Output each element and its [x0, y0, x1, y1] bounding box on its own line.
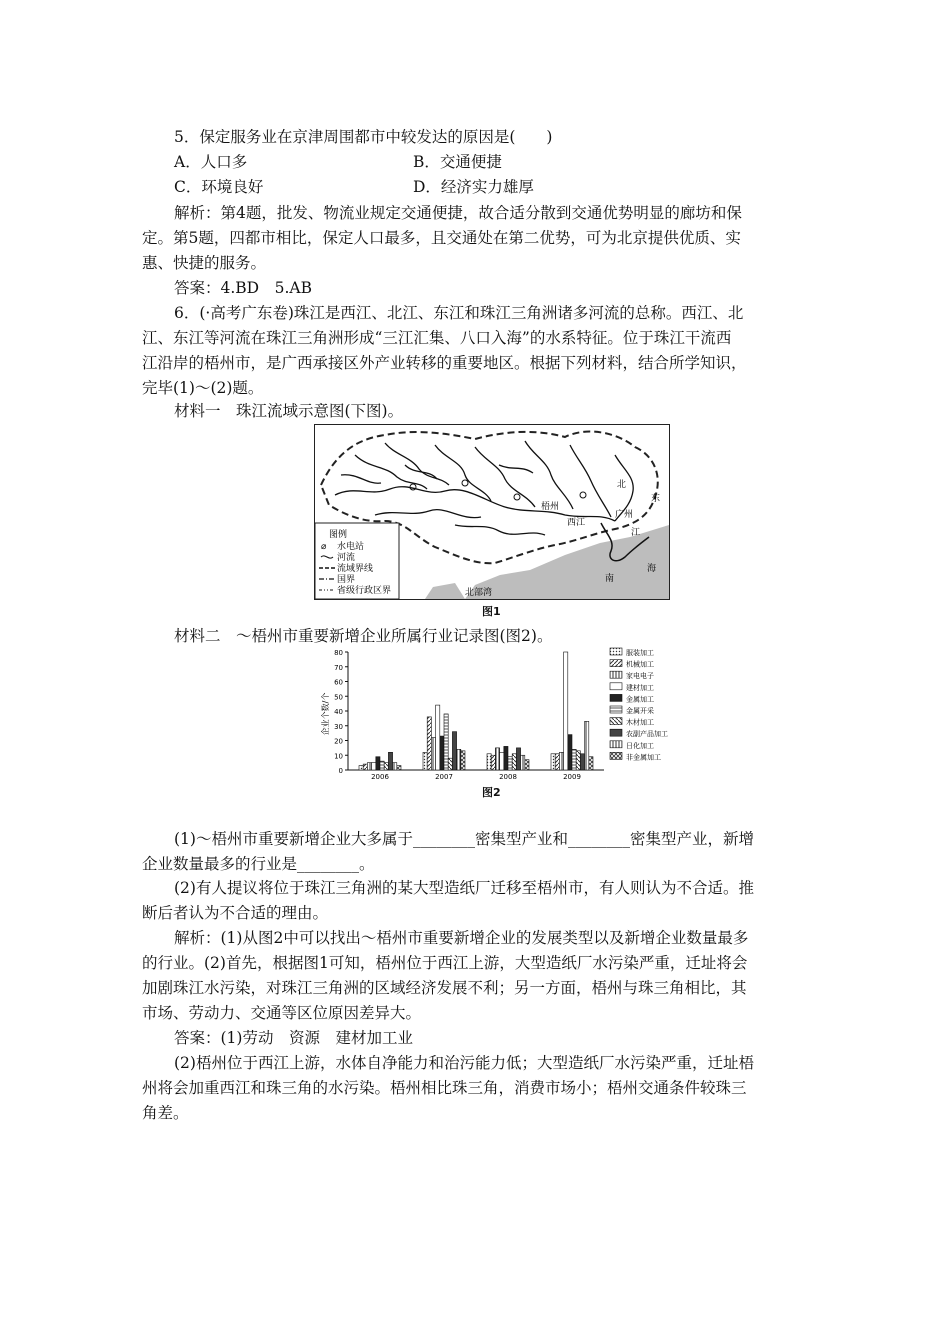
chart-bar [461, 751, 465, 770]
svg-text:⌀: ⌀ [321, 542, 327, 552]
chart-y-tick-label: 10 [334, 752, 343, 761]
chart-y-tick-label: 60 [334, 678, 343, 687]
chart-legend-swatch [610, 694, 622, 701]
chart-legend-label: 机械加工 [626, 660, 654, 669]
chart-legend-label: 金属开采 [626, 707, 654, 715]
chart-bar [576, 751, 580, 770]
chart-bar [431, 738, 435, 770]
chart-legend-swatch [610, 648, 622, 655]
chart-bar [580, 754, 584, 770]
chart-y-tick-label: 20 [334, 737, 343, 746]
beibu-gulf-area [425, 583, 465, 599]
legend-national-border: 国界 [337, 575, 356, 585]
chart-legend-label: 农副产品加工 [626, 730, 668, 739]
analysis-line: 解析：第4题，批发、物流业规定交通便捷，故合适分散到交通优势明显的廊坊和保 [174, 204, 742, 222]
answer-6-line: (2)梧州位于西江上游，水体自净能力和治污能力低；大型造纸厂水污染严重，迁址梧 [174, 1054, 754, 1072]
chart-y-tick-label: 80 [334, 649, 343, 657]
chart-legend-label: 家电电子 [626, 672, 654, 681]
label-nan: 南 [605, 574, 615, 584]
chart-bar [551, 754, 555, 770]
analysis-line: 定。第5题，四都市相比，保定人口最多，且交通处在第二优势，可为北京提供优质、实 [142, 229, 741, 247]
legend-river: 河流 [337, 553, 356, 563]
chart-bar [393, 763, 397, 770]
chart-bar [363, 764, 367, 770]
q5-option-a: A．人口多 [174, 153, 248, 171]
label-jiang: 江 [631, 528, 641, 538]
chart-bar [384, 763, 388, 770]
chart-bar [491, 755, 495, 770]
chart-bar [512, 754, 516, 770]
figure-2-caption: 图2 [482, 786, 501, 799]
chart-bar [504, 746, 508, 770]
analysis-6-line: 加剧珠江水污染，对珠江三角洲的区域经济发展不利；另一方面，梧州与珠三角相比，其 [142, 979, 747, 997]
chart-y-tick-label: 0 [338, 767, 343, 775]
chart-bar [427, 717, 431, 770]
chart-legend-label: 木材加工 [626, 718, 654, 727]
map-drawing [315, 425, 669, 599]
chart-bar [448, 758, 452, 770]
chart-legend-label: 建材加工 [626, 683, 654, 692]
chart-legend-swatch [610, 683, 622, 690]
q5-option-c: C．环境良好 [174, 178, 264, 196]
chart-bar [444, 714, 448, 770]
analysis-line: 惠、快捷的服务。 [142, 254, 267, 272]
chart-bar [555, 754, 559, 770]
q5-option-d: D．经济实力雄厚 [413, 178, 534, 196]
pearl-river-basin-map [314, 424, 670, 600]
chart-legend-swatch [610, 741, 622, 748]
chart-legend-swatch [610, 752, 622, 759]
chart-bar [495, 748, 499, 770]
legend-provincial-border: 省级行政区界 [337, 586, 392, 596]
chart-bar [423, 752, 427, 770]
chart-bar [372, 763, 376, 770]
chart-legend-label: 日化加工 [626, 741, 654, 750]
chart-legend-label: 金属加工 [626, 695, 654, 704]
analysis-6-line: 市场、劳动力、交通等区位原因差异大。 [142, 1004, 422, 1022]
chart-legend-swatch [610, 660, 622, 667]
label-bei: 北 [617, 480, 627, 490]
chart-bar [525, 760, 529, 770]
chart-x-tick-label: 2008 [499, 773, 517, 781]
chart-bar [388, 752, 392, 770]
q6-2-line: (2)有人提议将位于珠江三角洲的某大型造纸厂迁移至梧州市，有人则认为不合适。推 [174, 879, 754, 897]
chart-bar [457, 749, 461, 770]
chart-y-axis-label: 企业个数/个 [321, 692, 330, 736]
material-1-label: 材料一 珠江流域示意图(下图)。 [174, 402, 404, 420]
chart-bar [521, 755, 525, 770]
chart-x-tick-label: 2006 [371, 773, 389, 781]
label-beibuwan: 北部湾 [465, 588, 493, 598]
chart-bar [589, 757, 593, 770]
q5-stem: 5．保定服务业在京津周围都市中较发达的原因是( ) [174, 128, 553, 146]
chart-bar [572, 749, 576, 770]
chart-bar [585, 721, 589, 770]
chart-bar [452, 732, 456, 770]
chart-bar [397, 766, 401, 770]
chart-y-tick-label: 30 [334, 722, 343, 731]
q6-stem-line: 完毕(1)～(2)题。 [142, 379, 264, 397]
chart-legend-swatch [610, 706, 622, 713]
answer-6-line: 州将会加重西江和珠三角的水污染。梧州相比珠三角，消费市场小；梧州交通条件较珠三 [142, 1079, 747, 1097]
label-guangzhou: 广州 [615, 510, 634, 520]
q5-option-b: B．交通便捷 [413, 153, 502, 171]
chart-bar [516, 748, 520, 770]
chart-legend-swatch [610, 671, 622, 678]
label-hai: 海 [647, 564, 657, 574]
label-dong: 东 [651, 494, 661, 504]
q6-stem-line: 江、东江等河流在珠江三角洲形成“三江汇集、八口入海”的水系特征。位于珠江干流西 [142, 329, 732, 347]
chart-bar [568, 735, 572, 770]
chart-y-tick-label: 70 [334, 663, 343, 672]
enterprise-industry-bar-chart [318, 644, 710, 782]
q6-stem-line: 江沿岸的梧州市，是广西承接区外产业转移的重要地区。根据下列材料，结合所学知识， [142, 354, 747, 372]
chart-legend-swatch [610, 729, 622, 736]
chart-bar [436, 705, 440, 770]
legend-title: 图例 [329, 530, 348, 540]
label-xijiang: 西江 [567, 518, 586, 528]
chart-legend-swatch [610, 718, 622, 725]
label-wuzhou: 梧州 [541, 502, 560, 512]
analysis-6-line: 解析：(1)从图2中可以找出～梧州市重要新增企业的发展类型以及新增企业数量最多 [174, 929, 749, 947]
chart-bar [508, 757, 512, 770]
answer-6-line: 角差。 [142, 1104, 189, 1122]
chart-bar [559, 752, 563, 770]
chart-y-tick-label: 50 [334, 693, 343, 702]
chart-bar [376, 757, 380, 770]
chart-bar [359, 766, 363, 770]
chart-x-tick-label: 2009 [563, 773, 581, 781]
q6-2-line: 断后者认为不合适的理由。 [142, 904, 329, 922]
chart-y-tick-label: 40 [334, 708, 343, 716]
chart-x-tick-label: 2007 [435, 773, 453, 781]
chart-bar [367, 763, 371, 770]
chart-bar [564, 652, 568, 770]
chart-legend-label: 服装加工 [626, 649, 654, 657]
answer-6-line: 答案：(1)劳动 资源 建材加工业 [174, 1029, 413, 1047]
legend-basin-boundary: 流域界线 [337, 564, 374, 574]
answer-45: 答案：4.BD 5.AB [174, 279, 312, 297]
chart-legend-label: 非金属加工 [626, 753, 661, 762]
figure-1-caption: 图1 [482, 605, 501, 618]
q6-1-line: (1)～梧州市重要新增企业大多属于________密集型产业和________密集型产业，新增 [174, 830, 754, 848]
analysis-6-line: 的行业。(2)首先，根据图1可知，梧州位于西江上游，大型造纸厂水污染严重，迁址将会 [142, 954, 748, 972]
legend-hydropower: 水电站 [337, 542, 365, 552]
chart-bar [487, 754, 491, 770]
chart-bar [500, 752, 504, 770]
chart-bar [440, 736, 444, 770]
q6-stem-line: 6．(·高考广东卷)珠江是西江、北江、东江和珠江三角洲诸多河流的总称。西江、北 [174, 304, 744, 322]
q6-1-line: 企业数量最多的行业是________。 [142, 855, 375, 873]
chart-bar [380, 761, 384, 770]
material-2-label: 材料二 ～梧州市重要新增企业所属行业记录图(图2)。 [174, 627, 553, 645]
